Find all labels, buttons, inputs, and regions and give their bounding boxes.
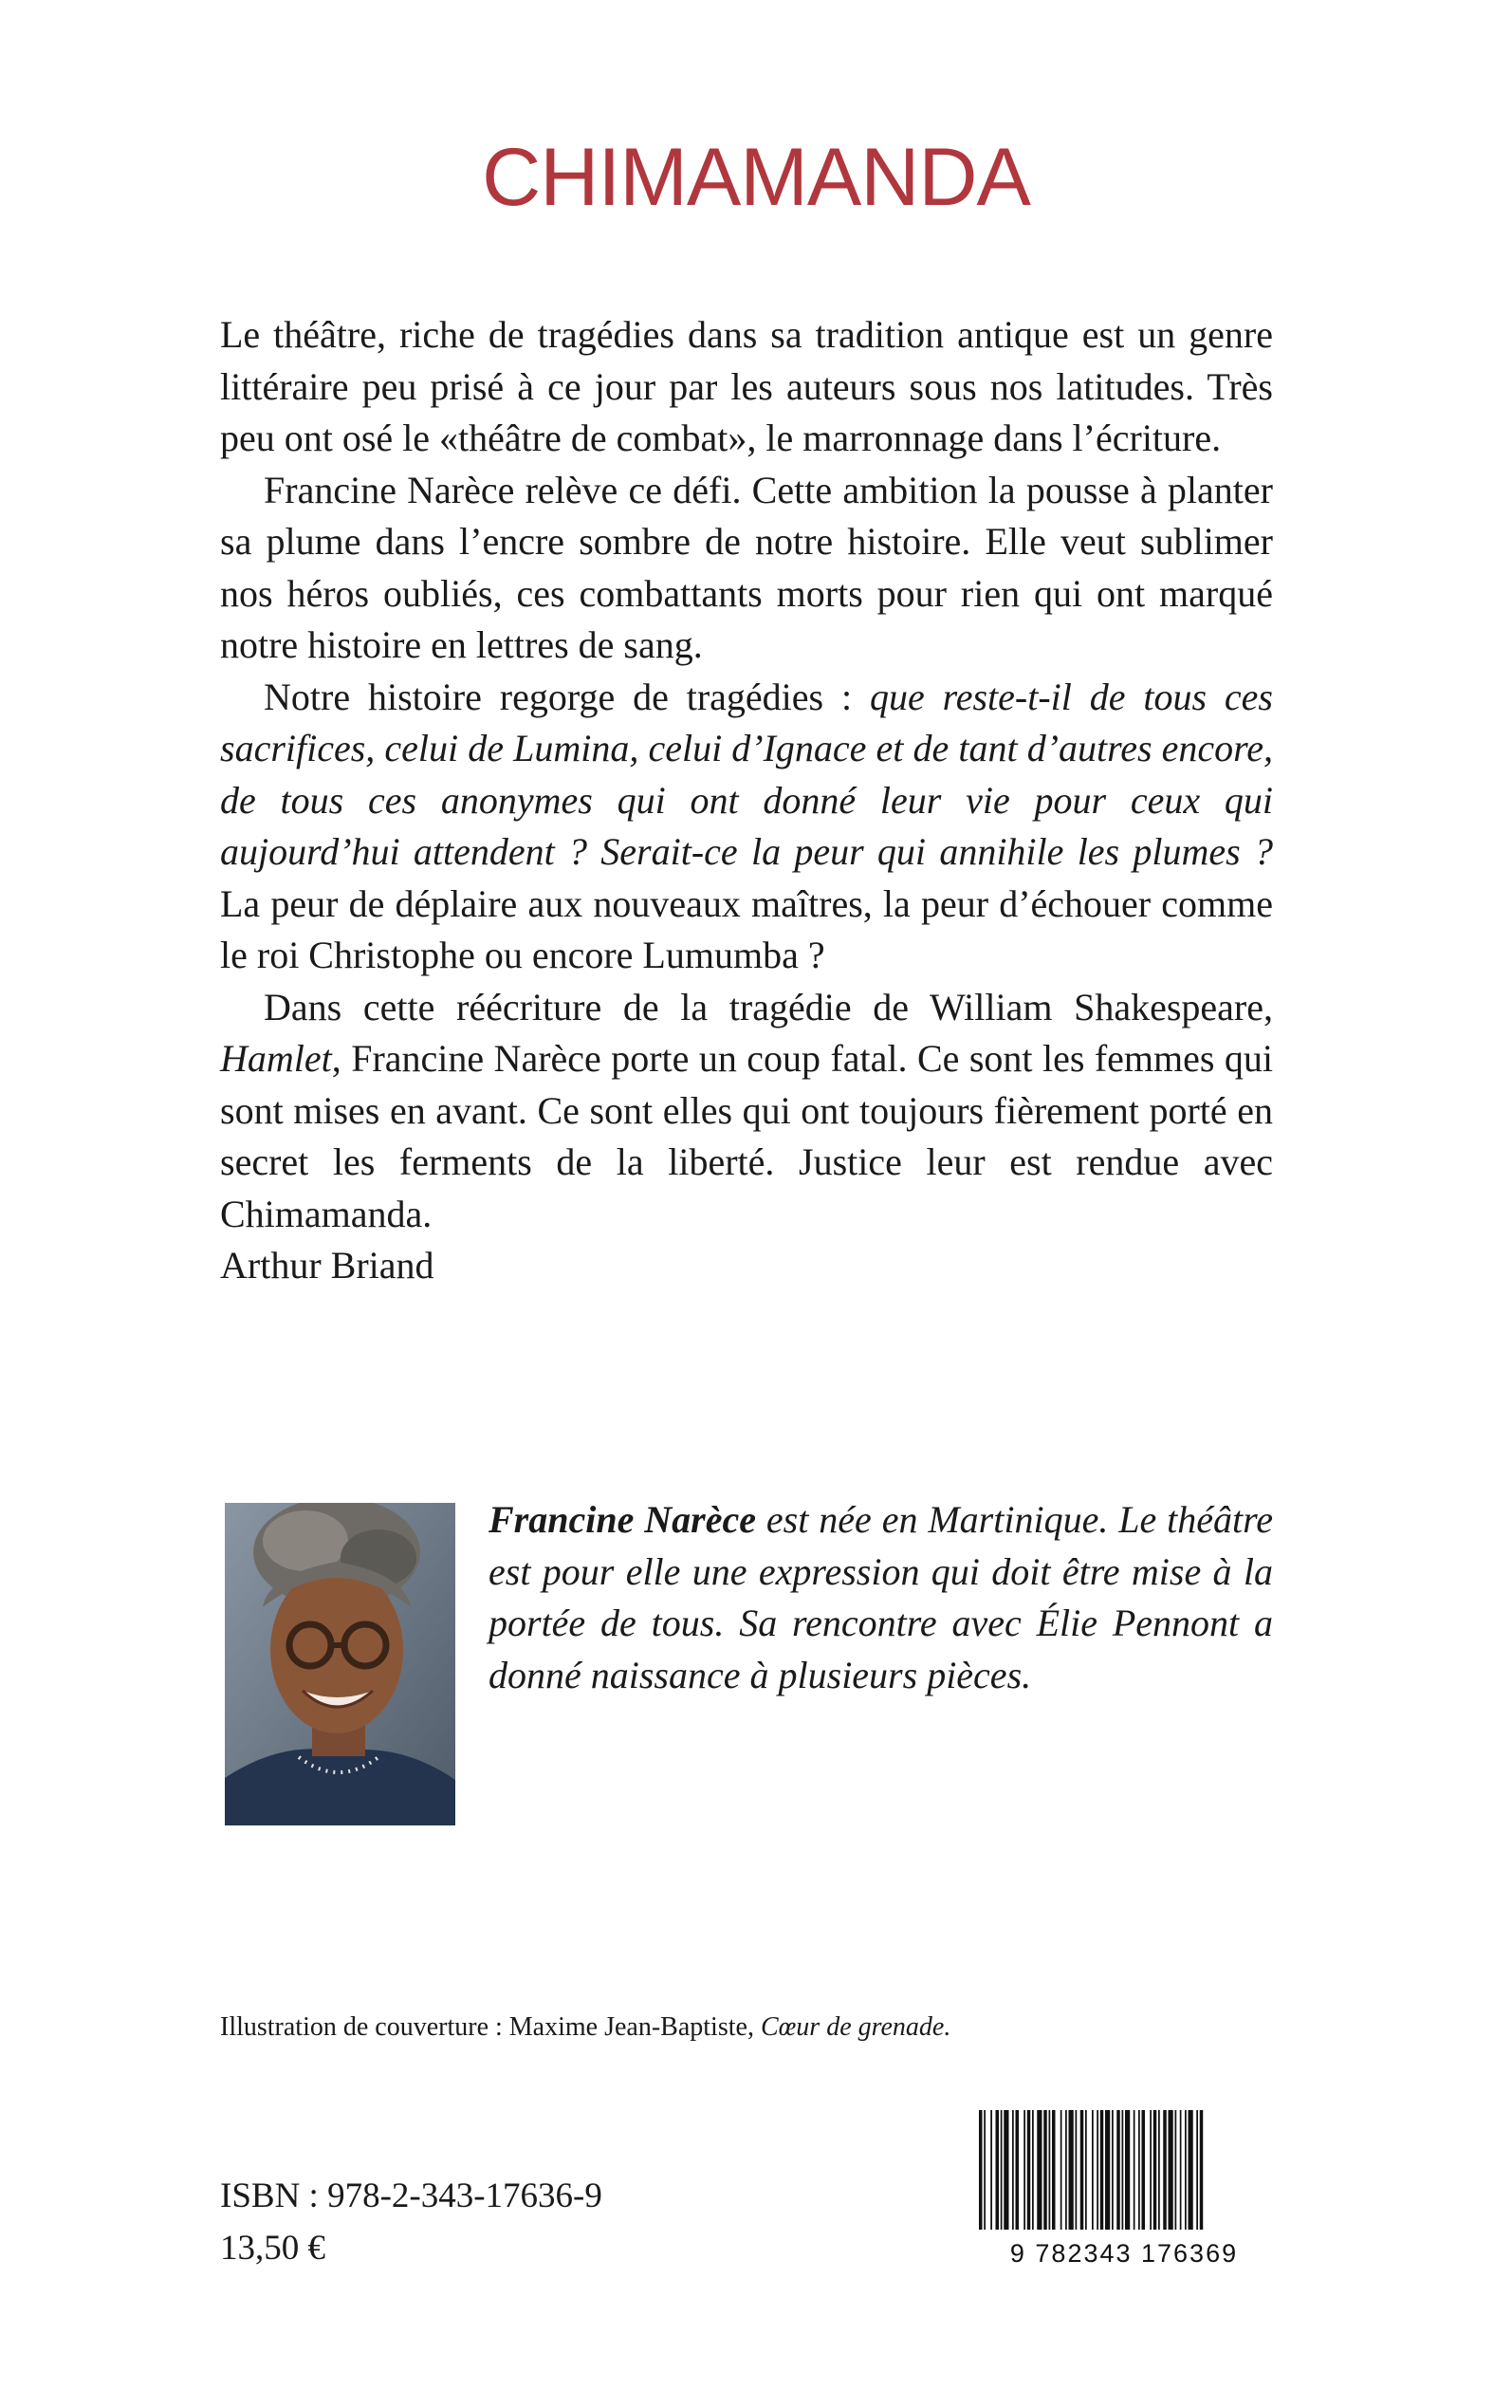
barcode-bar [1052, 2110, 1056, 2230]
barcode-bar [1189, 2110, 1193, 2230]
barcode-bar [1122, 2110, 1124, 2230]
barcode-bar [1085, 2110, 1087, 2230]
barcode-bar [1097, 2110, 1098, 2230]
back-cover-blurb [220, 309, 1273, 1292]
blurb-p4-start: Dans cette réécriture de la tragédie de William Shakespeare, [264, 985, 1273, 1028]
blurb-paragraph-1: Le théâtre, riche de tragédies dans sa tradition antique est un genre littéraire peu prisé à ce jour par les auteurs sous nos latitudes. Très peu ont osé le «théâtre de combat», le marronnage dans l’écriture. [220, 313, 1273, 459]
barcode-bar [1100, 2110, 1104, 2230]
barcode-bar [1004, 2110, 1008, 2230]
barcode-bar [1037, 2110, 1042, 2230]
barcode-bar [1163, 2110, 1167, 2230]
barcode-bar [996, 2110, 1000, 2230]
barcode-bar [979, 2110, 983, 2230]
barcode-bar [984, 2110, 986, 2230]
illustration-credit [220, 2012, 950, 2043]
barcode-bar [1138, 2110, 1140, 2230]
barcode-bar [1023, 2110, 1025, 2230]
blurb-paragraph-4 [220, 982, 1273, 1241]
blurb-paragraph-3 [220, 672, 1273, 982]
barcode-bar [1112, 2110, 1114, 2230]
barcode-bar [1080, 2110, 1084, 2230]
barcode-bar [1196, 2110, 1198, 2230]
barcode-bar [1001, 2110, 1003, 2230]
blurb-signature: Arthur Briand [220, 1244, 434, 1287]
blurb-p3-start: Notre histoire regorge de tragédies : [264, 675, 870, 718]
barcode-bar [1200, 2110, 1204, 2230]
hamlet-title: Hamlet [220, 1037, 332, 1080]
barcode-bar [1169, 2110, 1173, 2230]
author-portrait-photo-icon [225, 1503, 455, 1825]
blurb-p4-end: , Francine Narèce porte un coup fatal. Ce sont les femmes qui sont mises en avant. Ce sont elles qui ont toujours fièrement porté en secret les ferments de la liberté. Justice leur est rendue avec Chimamanda. [220, 1037, 1273, 1235]
barcode-bar [1134, 2110, 1135, 2230]
author-name: Francine Narèce [489, 1498, 756, 1541]
barcode-bar [990, 2110, 992, 2230]
barcode-bar [1180, 2110, 1182, 2230]
barcode-bar [1092, 2110, 1094, 2230]
author-bio-text: est née en Martinique. Le théâtre est pour elle une expression qui doit être mise à la portée de tous. Sa rencontre avec Élie Pennont a donné naissance à plusieurs pièces. [489, 1498, 1273, 1696]
barcode-bar [1153, 2110, 1157, 2230]
barcode-bar [1158, 2110, 1160, 2230]
barcode-bar [1069, 2110, 1074, 2230]
barcode-bar [1076, 2110, 1078, 2230]
barcode-bar [1142, 2110, 1146, 2230]
isbn-barcode [975, 2106, 1273, 2268]
author-bio [489, 1494, 1273, 1701]
book-title: CHIMAMANDA [482, 132, 1030, 223]
credit-prefix: Illustration de couverture : Maxime Jean-Baptiste, [220, 2012, 761, 2042]
barcode-bar [1065, 2110, 1067, 2230]
barcode-bar [1105, 2110, 1110, 2230]
barcode-bar [1125, 2110, 1130, 2230]
barcode-bar [1175, 2110, 1177, 2230]
barcode-bar [1016, 2110, 1020, 2230]
barcode-bar [1032, 2110, 1034, 2230]
barcode-bar [1116, 2110, 1120, 2230]
credit-work-title: Cœur de grenade. [760, 2012, 951, 2042]
barcode-bar [1049, 2110, 1051, 2230]
blurb-paragraph-2: Francine Narèce relève ce défi. Cette ambition la pousse à planter sa plume dans l’encre sombre de notre histoire. Elle veut sublimer nos héros oubliés, ces combattants morts pour rien qui ont marqué notre histoire en lettres de sang. [220, 468, 1273, 666]
barcode-digits: 9 782343 176369 [1009, 2239, 1239, 2268]
barcode-bar [1043, 2110, 1047, 2230]
price: 13,50 € [220, 2229, 325, 2268]
barcode-bar [1012, 2110, 1014, 2230]
isbn-number: ISBN : 978-2-343-17636-9 [220, 2176, 602, 2215]
author-portrait [225, 1503, 455, 1825]
blurb-p3-end: La peur de déplaire aux nouveaux maîtres, la peur d’échouer comme le roi Christophe ou encore Lumumba ? [220, 881, 1273, 976]
barcode-bar [1185, 2110, 1187, 2230]
barcode-bar [1060, 2110, 1062, 2230]
barcode-bar [1150, 2110, 1152, 2230]
blurb-p3-italic: que reste-t-il de tous ces sacrifices, celui de Lumina, celui d’Ignace et de tant d’autres encore, de tous ces anonymes qui ont donné leur vie pour ceux qui aujourd’hui attendent ? Serait-ce la peur qui annihile les plumes ? [220, 675, 1273, 873]
barcode-bar [1027, 2110, 1031, 2230]
